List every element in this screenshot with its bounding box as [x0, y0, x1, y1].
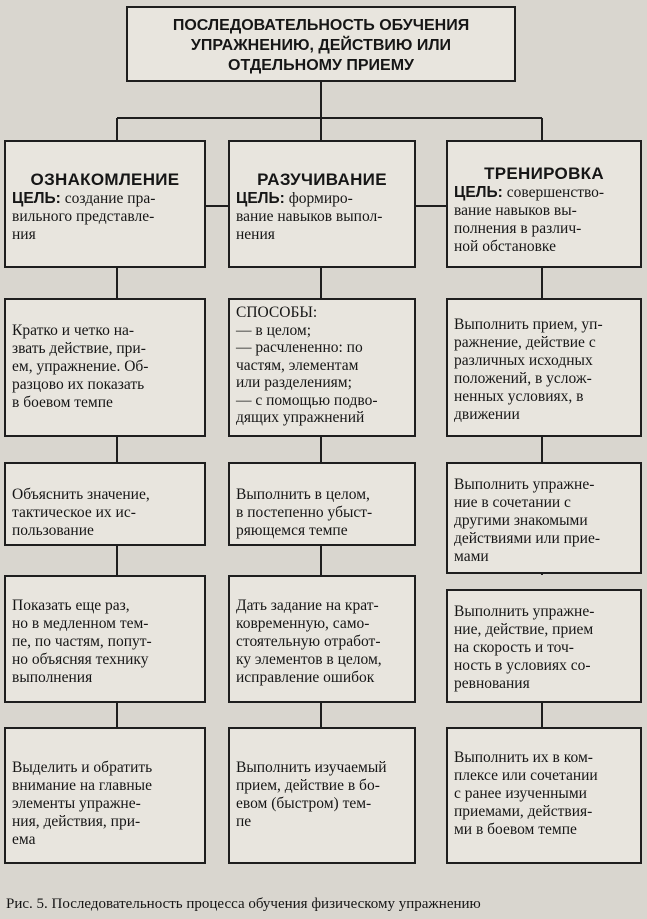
- stage-box-training: [446, 140, 642, 268]
- step-text: Выделить и обратить: [12, 759, 153, 776]
- step-text: тактическое их ис-: [12, 504, 136, 521]
- step-text: Показать еще раз,: [12, 597, 130, 614]
- step-text: Выполнить изучаемый: [236, 759, 387, 776]
- step-box: [4, 298, 206, 437]
- step-text: дящих упражнений: [236, 409, 365, 426]
- step-text: СПОСОБЫ:: [236, 304, 318, 321]
- step-text: стоятельную отработ-: [236, 633, 381, 650]
- step-text: Дать задание на крат-: [236, 597, 379, 614]
- step-text: ряющемся темпе: [236, 522, 348, 539]
- step-text: ние, действие, прием: [454, 621, 594, 638]
- step-text: разцово их показать: [12, 376, 145, 393]
- step-text: действиями или прие-: [454, 530, 601, 547]
- step-text: внимание на главные: [12, 777, 152, 794]
- goal-text: формиро-: [288, 190, 353, 207]
- step-box: [446, 727, 642, 864]
- step-text: но объясняя технику: [12, 651, 149, 668]
- step-text: плексе или сочетании: [454, 767, 598, 784]
- step-text: ния, действия, при-: [12, 813, 141, 830]
- figure-caption: Рис. 5. Последовательность процесса обучения физическому упражнению: [6, 896, 481, 912]
- step-text: Выполнить прием, уп-: [454, 316, 603, 333]
- step-text: выполнения: [12, 669, 93, 686]
- step-text: Кратко и четко на-: [12, 322, 135, 339]
- goal-text: создание пра-: [64, 190, 156, 207]
- goal-text: полнения в различ-: [454, 220, 582, 237]
- step-text: пе: [236, 813, 252, 830]
- step-text: звать действие, при-: [12, 340, 146, 357]
- step-text: Выполнить упражне-: [454, 603, 595, 620]
- title-line: ПОСЛЕДОВАТЕЛЬНОСТЬ ОБУЧЕНИЯ: [172, 17, 470, 34]
- goal-text: ния: [12, 226, 36, 243]
- goal-text: вильного представле-: [12, 208, 155, 225]
- goal-label: ЦЕЛЬ:: [454, 184, 503, 201]
- step-text: частям, элементам: [236, 356, 359, 374]
- goal-label: ЦЕЛЬ:: [236, 190, 285, 207]
- step-text: в боевом темпе: [12, 394, 113, 411]
- step-text: другими знакомыми: [454, 512, 588, 529]
- step-text: ненных условиях, в: [454, 388, 584, 405]
- step-text: ема: [12, 831, 36, 848]
- step-text: пользование: [12, 522, 94, 539]
- step-box: [4, 462, 206, 546]
- title-line: ОТДЕЛЬНОМУ ПРИЕМУ: [228, 57, 414, 74]
- step-text: пе, по частям, попут-: [12, 633, 152, 650]
- stage-heading: ОЗНАКОМЛЕНИЕ: [30, 170, 180, 189]
- step-text: с ранее изученными: [454, 785, 587, 802]
- step-text: различных исходных: [454, 352, 593, 369]
- goal-text: вание навыков вы-: [454, 202, 577, 219]
- step-box: [228, 298, 416, 437]
- step-box: [4, 575, 206, 703]
- step-text: исправление ошибок: [236, 669, 375, 686]
- step-text: — с помощью подво-: [236, 391, 378, 409]
- step-text: ковременную, само-: [236, 615, 370, 632]
- goal-text: ной обстановке: [454, 238, 556, 255]
- step-text: в постепенно убыст-: [236, 504, 373, 521]
- step-box: [446, 589, 642, 703]
- step-box: [228, 727, 416, 864]
- step-text: ми в боевом темпе: [454, 821, 577, 838]
- stage-heading: РАЗУЧИВАНИЕ: [257, 170, 387, 189]
- step-text: на скорость и точ-: [454, 639, 574, 656]
- step-text: положений, в услож-: [454, 370, 592, 387]
- step-text: — расчлененно: по: [236, 339, 363, 356]
- step-text: ность в условиях со-: [454, 657, 591, 674]
- step-text: ние в сочетании с: [454, 494, 571, 511]
- step-box: [228, 575, 416, 703]
- step-text: элементы упражне-: [12, 795, 141, 812]
- step-box: [228, 462, 416, 546]
- step-text: евом (быстром) тем-: [236, 795, 372, 812]
- goal-text: совершенство-: [506, 184, 605, 201]
- stage-heading: ТРЕНИРОВКА: [484, 164, 604, 183]
- step-text: но в медленном тем-: [12, 615, 149, 632]
- step-text: Выполнить в целом,: [236, 486, 370, 503]
- goal-text: нения: [236, 226, 275, 243]
- step-box: [4, 727, 206, 864]
- goal-text: вание навыков выпол-: [236, 208, 383, 225]
- step-text: ражнение, действие с: [454, 334, 596, 351]
- step-text: мами: [454, 548, 489, 565]
- step-text: Выполнить упражне-: [454, 476, 595, 493]
- goal-label: ЦЕЛЬ:: [12, 190, 61, 207]
- step-text: прием, действие в бо-: [236, 777, 380, 794]
- step-text: ревнования: [454, 675, 530, 692]
- step-box: [446, 298, 642, 437]
- stage-box-learning: [228, 140, 416, 268]
- step-text: движении: [454, 406, 520, 423]
- step-text: Объяснить значение,: [12, 486, 150, 503]
- step-box: [446, 462, 642, 574]
- stage-box-acquaintance: [4, 140, 206, 268]
- step-text: ем, упражнение. Об-: [12, 358, 149, 375]
- step-text: или разделениям;: [236, 374, 352, 391]
- step-text: приемами, действия-: [454, 803, 593, 820]
- step-text: — в целом;: [236, 321, 312, 339]
- step-text: Выполнить их в ком-: [454, 749, 593, 766]
- title-box: [126, 6, 516, 82]
- title-line: УПРАЖНЕНИЮ, ДЕЙСТВИЮ ИЛИ: [190, 37, 452, 54]
- step-text: ку элементов в целом,: [236, 651, 382, 668]
